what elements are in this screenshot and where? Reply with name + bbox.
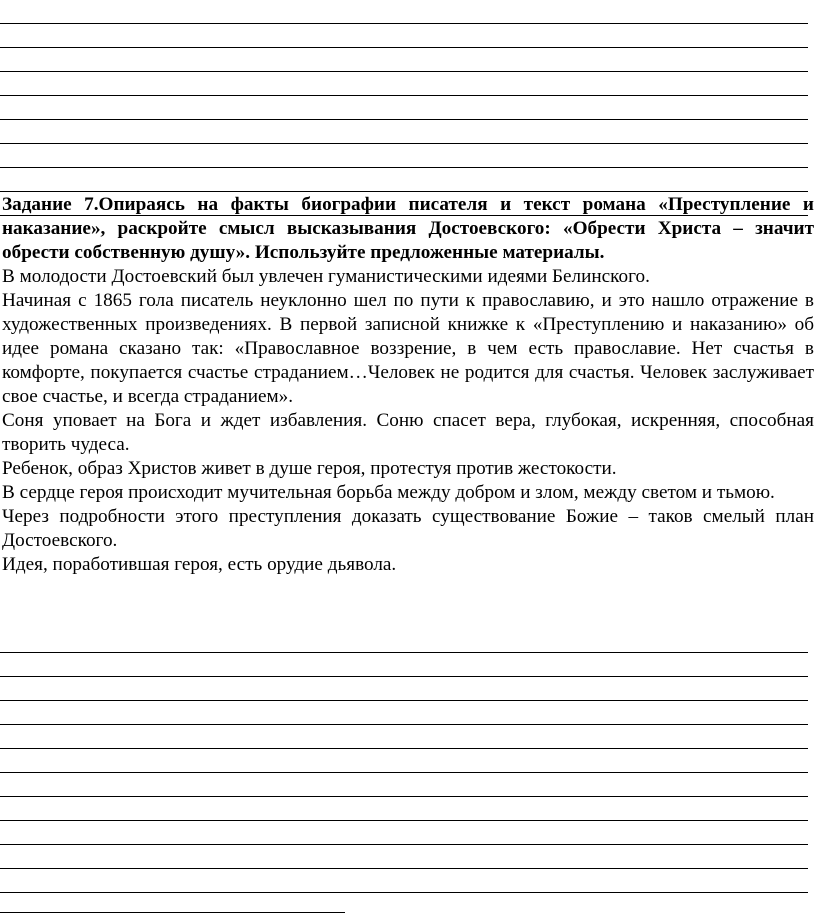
answer-line[interactable] <box>0 96 808 120</box>
answer-line[interactable] <box>0 72 808 96</box>
answer-line[interactable] <box>0 725 808 749</box>
answer-line[interactable] <box>0 869 808 893</box>
answer-lines-bottom <box>0 629 808 893</box>
answer-line[interactable] <box>0 821 808 845</box>
answer-line[interactable] <box>0 24 808 48</box>
answer-line[interactable] <box>0 653 808 677</box>
answer-line[interactable] <box>0 749 808 773</box>
material-item: В сердце героя происходит мучительная борьба между добром и злом, между светом и тьмою. <box>2 482 775 503</box>
answer-line-short[interactable] <box>0 912 345 913</box>
task-7 <box>2 193 814 577</box>
answer-line[interactable] <box>0 0 808 24</box>
material-item: Соня уповает на Бога и ждет избавления. Соню спасет вера, глубокая, искренняя, способная творить чудеса. <box>2 410 814 455</box>
material-item: Начиная с 1865 гола писатель неуклонно шел по пути к православию, и это нашло отражение в художественных произведениях. В первой записной книжке к «Преступлению и наказанию» об идее романа сказано так: «Православное воззрение, в чем есть православие. Нет счастья в комфорте, покупается счастье страданием…Человек не родится для счастья. Человек заслуживает свое счастье, и всегда страданием». <box>2 290 814 407</box>
material-item: В молодости Достоевский был увлечен гуманистическими идеями Белинского. <box>2 266 650 287</box>
answer-line[interactable] <box>0 48 808 72</box>
answer-line[interactable] <box>0 677 808 701</box>
answer-line[interactable] <box>0 797 808 821</box>
material-item: Идея, поработившая героя, есть орудие дьявола. <box>2 554 397 575</box>
material-item: Через подробности этого преступления доказать существование Божие – таков смелый план Достоевского. <box>2 506 814 551</box>
answer-line[interactable] <box>0 845 808 869</box>
answer-line[interactable] <box>0 773 808 797</box>
answer-lines-top <box>0 0 808 216</box>
answer-line[interactable] <box>0 701 808 725</box>
task-heading: Задание 7.Опираясь на факты биографии писателя и текст романа «Преступление и наказание», раскройте смысл высказывания Достоевского: «Обрести Христа – значит обрести собственную душу». Используйте предложенные материалы. <box>2 194 814 263</box>
material-item: Ребенок, образ Христов живет в душе героя, протестуя против жестокости. <box>2 458 617 479</box>
answer-line[interactable] <box>0 168 808 192</box>
answer-line[interactable] <box>0 144 808 168</box>
answer-line[interactable] <box>0 629 808 653</box>
answer-line[interactable] <box>0 120 808 144</box>
